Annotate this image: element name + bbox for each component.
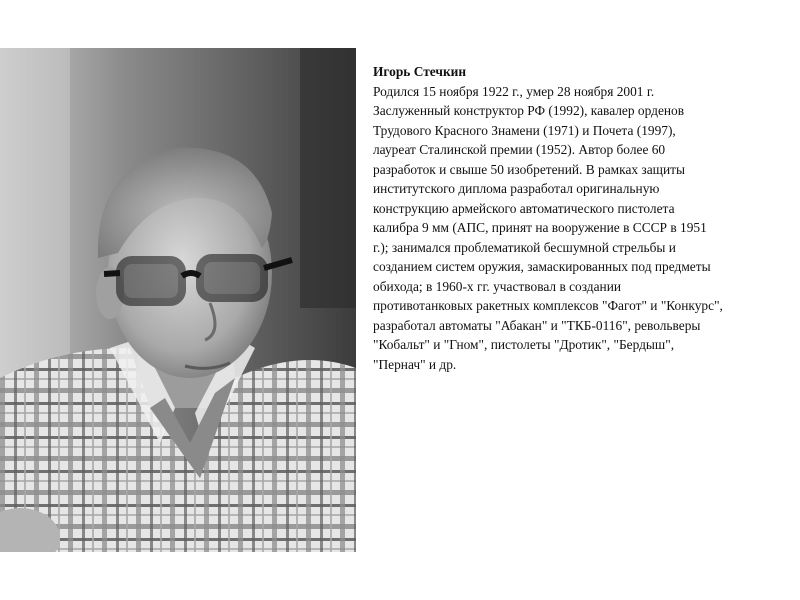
bio-line: созданием систем оружия, замаскированных под предметы [373,259,711,274]
bio-line: "Кобальт" и "Гном", пистолеты "Дротик", "Бердыш", [373,337,675,352]
bio-line: лауреат Сталинской премии (1952). Автор более 60 [373,142,666,157]
bio-line: Трудового Красного Знамени (1971) и Почета (1997), [373,122,676,138]
bio-line: "Пернач" и др. [373,356,457,372]
bio-line: г.); занимался проблематикой бесшумной стрельбы и [373,239,676,255]
bio-line: калибра 9 мм (АПС, принят на вооружение в СССР в 1951 [373,220,707,235]
bio-line: Родился 15 ноября 1922 г., умер 28 ноября 2001 г. [373,83,655,99]
biography-text [373,62,778,374]
bio-line: институтского диплома разработал оригинальную [373,181,660,196]
bio-line: обихода; в 1960-х гг. участвовал в создании [373,278,622,294]
bio-line: конструкцию армейского автоматического пистолета [373,200,675,216]
bio-line: разработок и свыше 50 изобретений. В рамках защиты [373,161,685,177]
portrait-photo [0,48,356,552]
bio-line: противотанковых ракетных комплексов "Фагот" и "Конкурс", [373,298,723,313]
bio-line: разработал автоматы "Абакан" и "ТКБ-0116", револьверы [373,317,701,333]
portrait-illustration [0,48,356,552]
person-name: Игорь Стечкин [373,64,467,79]
bio-line: Заслуженный конструктор РФ (1992), кавалер орденов [373,103,685,118]
